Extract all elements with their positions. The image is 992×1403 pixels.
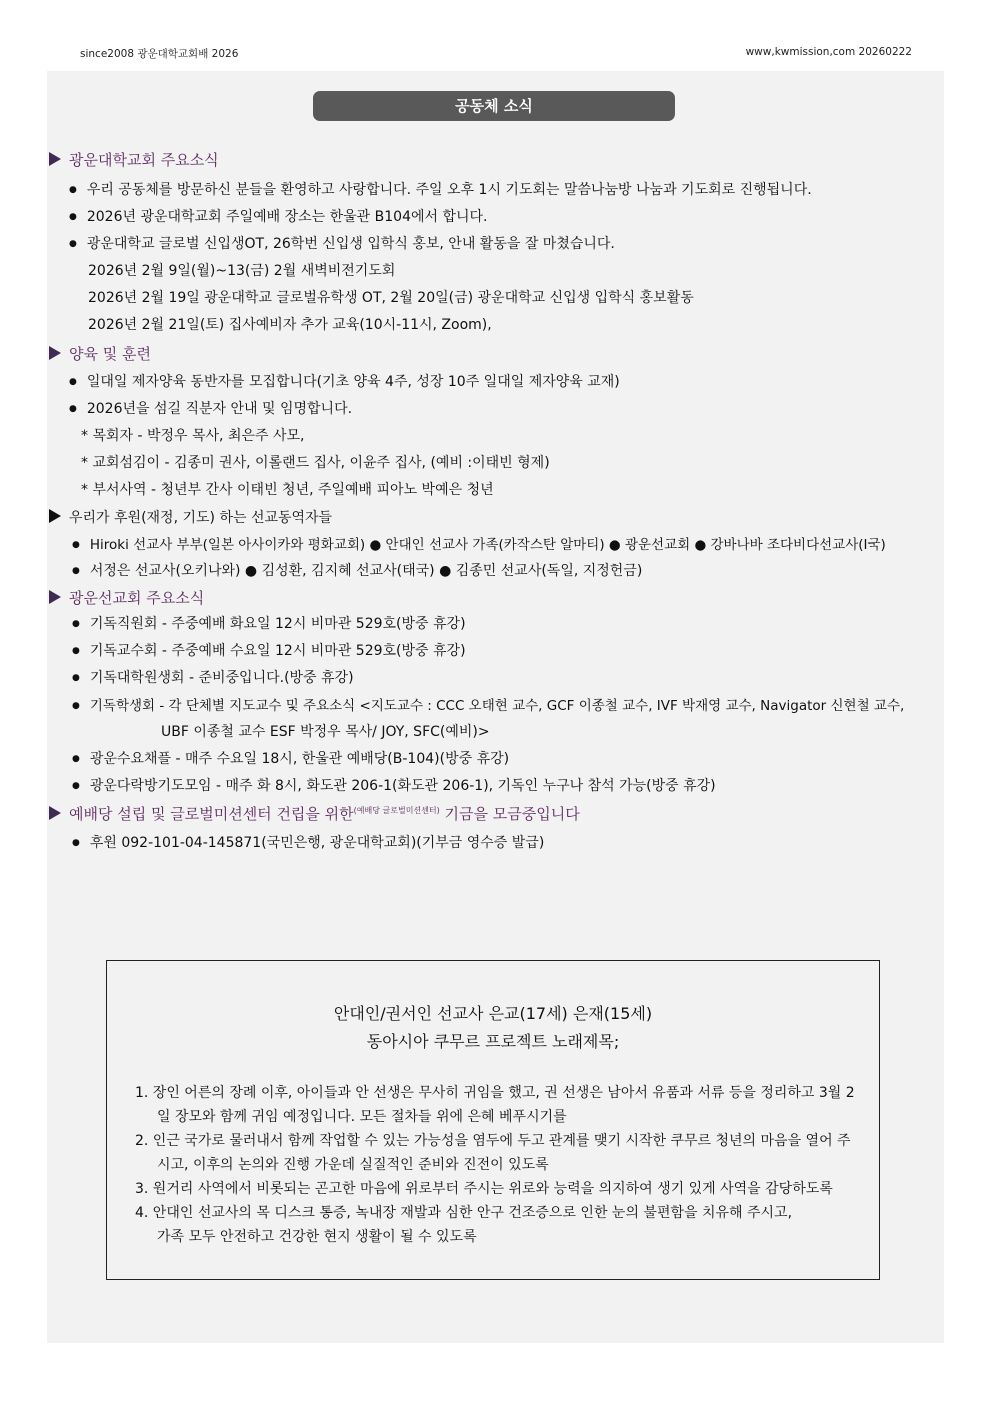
- list-item: ● Hiroki 선교사 부부(일본 아사이카와 평화교회) ● 안대인 선교사 가족(카작스탄 알마티) ● 광운선교회 ● 강바나바 조다비다선교사(I국): [72, 533, 886, 553]
- donation-account: ● 후원 092-101-04-145871(국민은행, 광운대학교회)(기부금 영수증 발급): [72, 832, 544, 852]
- list-item: ● 기독대학원생회 - 준비중입니다.(방중 휴강): [72, 667, 354, 687]
- triangle-bullet-icon: [49, 346, 61, 360]
- header-left-meta: since2008 광운대학교회배 2026: [80, 48, 239, 60]
- list-item: ● 일대일 제자양육 동반자를 모집합니다(기초 양육 4주, 성장 10주 일대일 제자양육 교재): [69, 371, 620, 391]
- schedule-line: 2026년 2월 21일(토) 집사예비자 추가 교육(10시-11시, Zoom),: [88, 317, 492, 333]
- list-item: ● 광운다락방기도모임 - 매주 화 8시, 화도관 206-1(화도관 206-1), 기독인 누구나 참석 가능(방중 휴강): [72, 775, 716, 795]
- triangle-bullet-icon: [49, 509, 61, 523]
- section-title-missionaries: 우리가 후원(재정, 기도) 하는 선교동역자들: [49, 507, 332, 527]
- triangle-bullet-icon: [49, 152, 61, 166]
- section-title-mission-society: 광운선교회 주요소식: [49, 587, 204, 608]
- list-item: ● 우리 공동체를 방문하신 분들을 환영하고 사랑합니다. 주일 오후 1시 기도회는 말씀나눔방 나눔과 기도회로 진행됩니다.: [69, 179, 812, 199]
- list-item: ● 광운대학교 글로벌 신입생OT, 26학번 신입생 입학식 홍보, 안내 활동을 잘 마쳤습니다.: [69, 233, 615, 253]
- triangle-bullet-icon: [49, 806, 61, 820]
- prayer-item-continuation: 시고, 이후의 논의와 진행 가운데 실질적인 준비와 진전이 있도록: [157, 1157, 549, 1173]
- list-item: ● 기독학생회 - 각 단체별 지도교수 및 주요소식 <지도교수 : CCC 오태현 교수, GCF 이종철 교수, IVF 박재영 교수, Navigator 신현철 교수,: [72, 694, 904, 714]
- prayer-item: 2. 인근 국가로 물러내서 함께 작업할 수 있는 가능성을 염두에 두고 관계를 맺기 시작한 쿠무르 청년의 마음을 열어 주: [135, 1133, 851, 1149]
- list-item: ● 2026년 광운대학교회 주일예배 장소는 한울관 B104에서 합니다.: [69, 206, 488, 226]
- prayer-item-continuation: 가족 모두 안전하고 건강한 현지 생활이 될 수 있도록: [157, 1229, 477, 1245]
- section-title-fundraising: 예배당 설립 및 글로벌미션센터 건립을 위한$^{(예배당 글로벌미션센터)}$ 기금을 모금중입니다: [49, 803, 580, 824]
- prayer-box-title: 안대인/권서인 선교사 은교(17세) 은재(15세): [333, 1004, 653, 1023]
- list-item: ● 광운수요채플 - 매주 수요일 18시, 한울관 예배당(B-104)(방중 휴강): [72, 748, 509, 768]
- staff-line: * 교회섬김이 - 김종미 권사, 이롤랜드 집사, 이윤주 집사, (예비 :이태빈 형제): [81, 455, 550, 471]
- prayer-item-continuation: 일 장모와 함께 귀임 예정입니다. 모든 절차들 위에 은혜 베푸시기를: [157, 1109, 567, 1125]
- section-title-training: 양육 및 훈련: [49, 343, 151, 364]
- prayer-item: 3. 원거리 사역에서 비롯되는 곤고한 마음에 위로부터 주시는 위로와 능력을 의지하여 생기 있게 사역을 감당하도록: [135, 1181, 833, 1197]
- prayer-box-subtitle: 동아시아 쿠무르 프로젝트 노래제목;: [366, 1032, 620, 1051]
- header-right-meta: www,kwmission,com 20260222: [745, 46, 912, 58]
- staff-line: * 부서사역 - 청년부 간사 이태빈 청년, 주일예배 피아노 박예은 청년: [81, 482, 494, 498]
- prayer-item: 1. 장인 어른의 장례 이후, 아이들과 안 선생은 무사히 귀임을 했고, 권 선생은 남아서 유품과 서류 등을 정리하고 3월 2: [135, 1085, 855, 1101]
- schedule-line: 2026년 2월 19일 광운대학교 글로벌유학생 OT, 2월 20일(금) 광운대학교 신입생 입학식 홍보활동: [88, 290, 694, 306]
- list-item: ● 2026년을 섬길 직분자 안내 및 임명합니다.: [69, 398, 352, 418]
- prayer-request-box: [106, 960, 880, 1280]
- page-title: 공동체 소식: [313, 91, 675, 121]
- list-item: ● 서정은 선교사(오키나와) ● 김성환, 김지혜 선교사(태국) ● 김종민 선교사(독일, 지정헌금): [72, 560, 642, 580]
- staff-line: * 목회자 - 박정우 목사, 최은주 사모,: [81, 428, 305, 444]
- triangle-bullet-icon: [49, 590, 61, 604]
- list-item-continuation: UBF 이종철 교수 ESF 박정우 목사/ JOY, SFC(예비)>: [161, 724, 490, 740]
- list-item: ● 기독교수회 - 주중예배 수요일 12시 비마관 529호(방중 휴강): [72, 640, 466, 660]
- prayer-item: 4. 안대인 선교사의 목 디스크 통증, 녹내장 재발과 심한 안구 건조증으로 인한 눈의 불편함을 치유해 주시고,: [135, 1205, 793, 1221]
- list-item: ● 기독직원회 - 주중예배 화요일 12시 비마관 529호(방중 휴강): [72, 613, 466, 633]
- schedule-line: 2026년 2월 9일(월)~13(금) 2월 새벽비전기도회: [88, 263, 396, 279]
- section-title-church-news: 광운대학교회 주요소식: [49, 149, 219, 170]
